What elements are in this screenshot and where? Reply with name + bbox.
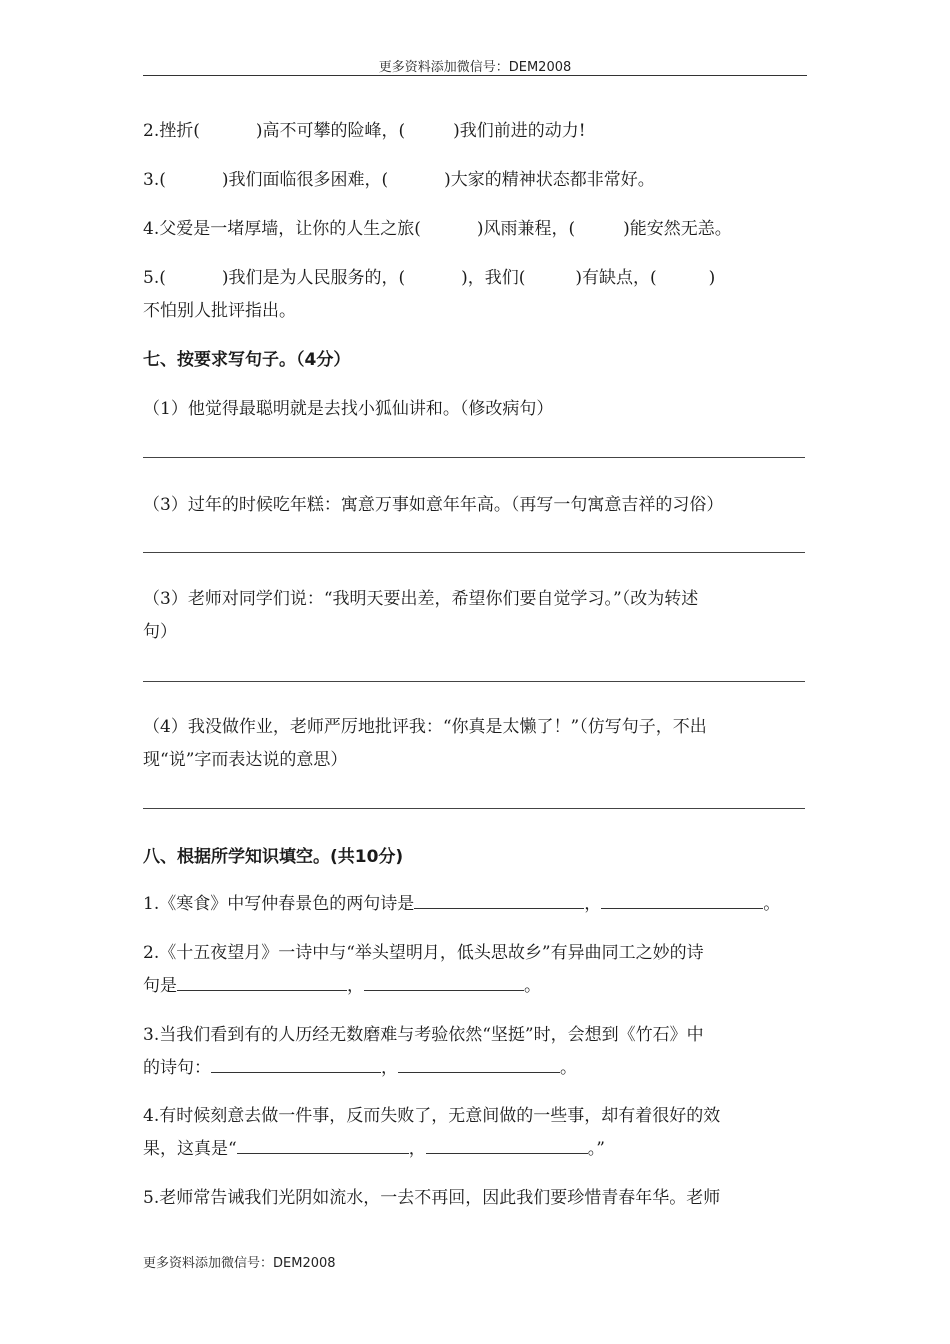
s6-q3-num: 3. — [143, 170, 160, 190]
s8-q3-line1: 3.当我们看到有的人历经无数磨难与考验依然“坚挺”时，会想到《竹石》中 — [143, 1025, 704, 1045]
s6-q5-e: ) — [708, 268, 716, 288]
s8-q3-sep: ， — [381, 1058, 398, 1078]
s6-q3-c: )大家的精神状态都非常好。 — [444, 170, 655, 190]
s6-q2-a: 挫折( — [159, 121, 200, 141]
s8-q4-end: 。” — [587, 1139, 605, 1159]
s6-q3-a: ( — [159, 170, 166, 190]
s8-q5-line1: 5.老师常告诫我们光阴如流水，一去不再回，因此我们要珍惜青春年华。老师 — [143, 1188, 721, 1208]
s6-q5-line2: 不怕别人批评指出。 — [143, 301, 296, 321]
s8-q4-sep: ， — [408, 1139, 426, 1159]
s7-q3b-answer-line[interactable] — [143, 681, 805, 682]
s6-q4 — [143, 214, 732, 239]
header-rule — [143, 75, 807, 76]
s6-q2 — [143, 116, 586, 141]
s6-q4-c: )能安然无恙。 — [623, 219, 732, 239]
s8-q2-sep: ， — [347, 976, 364, 996]
s7-q4-line1: （4）我没做作业，老师严厉地批评我：“你真是太懒了！”（仿写句子，不出 — [143, 717, 707, 737]
s8-q3-blank1[interactable] — [211, 1056, 381, 1073]
s7-q1-answer-line[interactable] — [143, 457, 805, 458]
s8-q2-blank1[interactable] — [177, 974, 347, 991]
s6-q5-c: )，我们( — [461, 268, 526, 288]
s8-q4-text: 果，这真是“ — [143, 1139, 237, 1159]
s8-q1-text: 1.《寒食》中写仲春景色的两句诗是 — [143, 894, 415, 914]
s7-q3b-line1: （3）老师对同学们说：“我明天要出差，希望你们要自觉学习。”（改为转述 — [143, 589, 699, 609]
page-footer: 更多资料添加微信号：DEM2008 — [143, 1256, 336, 1271]
section8-title: 八、根据所学知识填空。(共10分) — [143, 847, 404, 867]
s7-q4-answer-line[interactable] — [143, 808, 805, 809]
s6-q5 — [143, 263, 715, 288]
s7-q4-line2: 现“说”字而表达说的意思） — [143, 750, 348, 770]
s6-q2-b: )高不可攀的险峰，( — [255, 121, 406, 141]
page-header: 更多资料添加微信号：DEM2008 — [378, 60, 572, 75]
s8-q4-blank2[interactable] — [426, 1137, 588, 1154]
s6-q3-b: )我们面临很多困难，( — [221, 170, 389, 190]
s8-q2-line2 — [143, 971, 541, 996]
s6-q4-num: 4. — [143, 219, 160, 239]
s8-q3-end: 。 — [560, 1058, 577, 1078]
s8-q2-blank2[interactable] — [364, 974, 524, 991]
s8-q2-text: 句是 — [143, 976, 177, 996]
s8-q1-sep: ， — [584, 894, 602, 914]
s8-q3-blank2[interactable] — [398, 1056, 560, 1073]
s8-q2-end: 。 — [524, 976, 541, 996]
s6-q3 — [143, 165, 655, 190]
s8-q1-blank1[interactable] — [414, 892, 584, 909]
s8-q1 — [143, 889, 780, 914]
s8-q1-end: 。 — [763, 894, 781, 914]
s8-q1-blank2[interactable] — [601, 892, 763, 909]
s7-q3a: （3）过年的时候吃年糕：寓意万事如意年年高。（再写一句寓意吉祥的习俗） — [143, 495, 724, 515]
s6-q2-c: )我们前进的动力! — [453, 121, 586, 141]
s7-q1: （1）他觉得最聪明就是去找小狐仙讲和。（修改病句） — [143, 399, 554, 419]
s6-q5-num: 5. — [143, 268, 160, 288]
s7-q3b-line2: 句） — [143, 622, 177, 642]
s6-q4-b: )风雨兼程，( — [476, 219, 576, 239]
s6-q5-a: ( — [159, 268, 166, 288]
s6-q5-d: )有缺点，( — [575, 268, 657, 288]
s8-q2-line1: 2.《十五夜望月》一诗中与“举头望明月，低头思故乡”有异曲同工之妙的诗 — [143, 943, 704, 963]
section7-title: 七、按要求写句子。（4分） — [143, 350, 351, 370]
s6-q5-b: )我们是为人民服务的，( — [221, 268, 406, 288]
s8-q4-line2 — [143, 1134, 605, 1159]
s8-q3-text: 的诗句： — [143, 1058, 211, 1078]
s6-q2-num: 2. — [143, 121, 160, 141]
s8-q3-line2 — [143, 1053, 577, 1078]
s8-q4-blank1[interactable] — [237, 1137, 409, 1154]
s6-q4-a: 父爱是一堵厚墙，让你的人生之旅( — [159, 219, 421, 239]
s8-q4-line1: 4.有时候刻意去做一件事，反而失败了，无意间做的一些事，却有着很好的效 — [143, 1106, 721, 1126]
s7-q3a-answer-line[interactable] — [143, 552, 805, 553]
